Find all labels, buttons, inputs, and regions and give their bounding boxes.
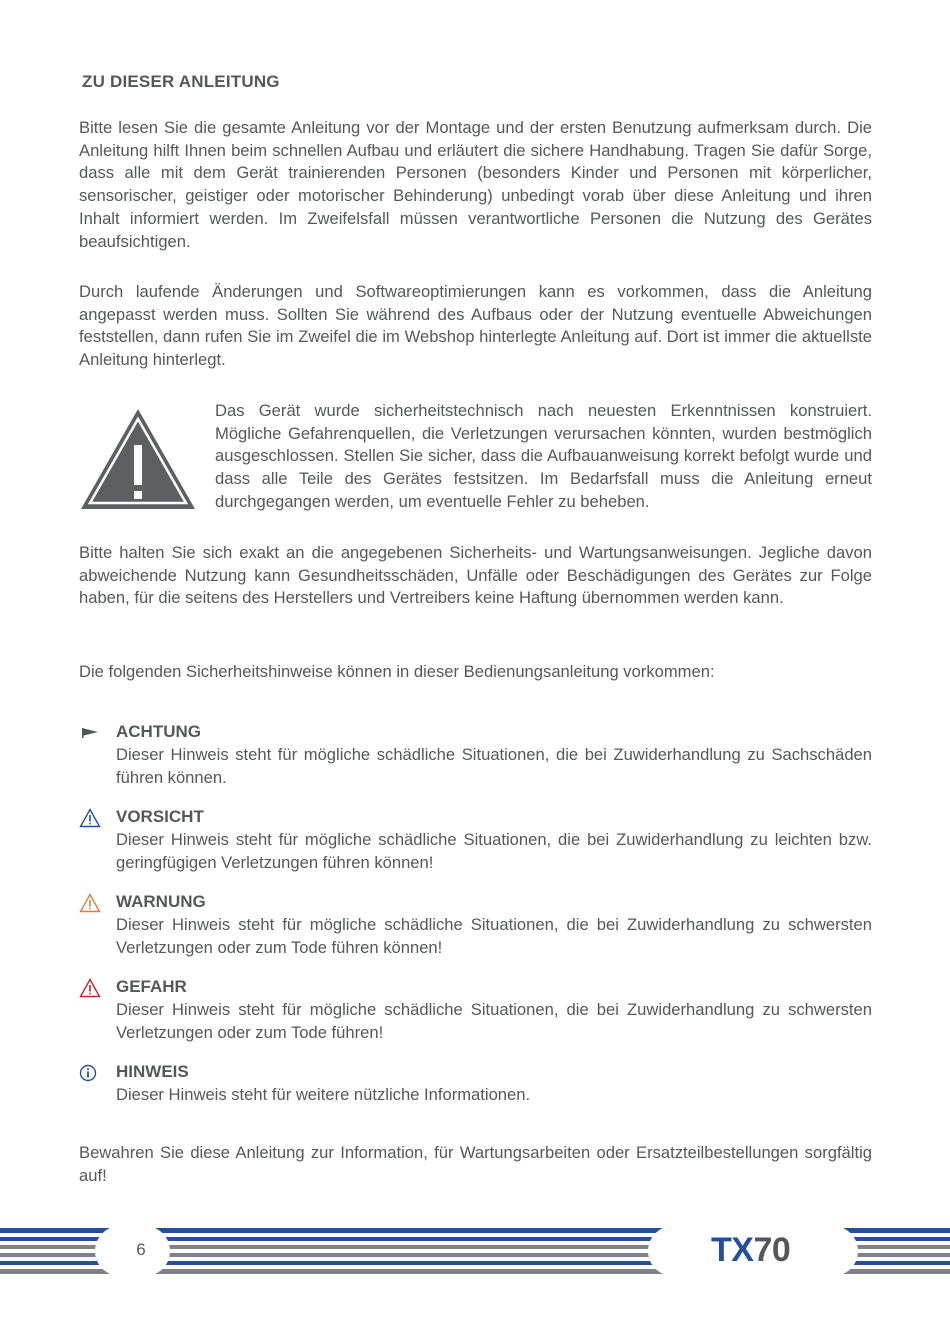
notice-text: Dieser Hinweis steht für weitere nützliche Informationen. <box>116 1085 531 1104</box>
notice-text: Dieser Hinweis steht für mögliche schädliche Situationen, die bei Zuwiderhandlung zu schwersten Verletzungen oder zum Tode führen können! <box>116 915 872 957</box>
warning-triangle-icon <box>79 893 101 913</box>
notice-title: WARNUNG <box>116 892 206 911</box>
notice-text: Dieser Hinweis steht für mögliche schädliche Situationen, die bei Zuwiderhandlung zu leichten bzw. geringfügigen Verletzungen führen können! <box>116 830 872 872</box>
intro-paragraph: Bitte lesen Sie die gesamte Anleitung vor der Montage und der ersten Benutzung aufmerksam durch. Die Anleitung hilft Ihnen beim schnellen Aufbau und erläutert die sichere Handhabung. Tragen Sie dafür Sorge, dass alle mit dem Gerät trainierenden Personen (besonders Kinder und Personen mit körperlicher, sensorischer, geistiger oder motorischer Behinderung) unbedingt vorab über diese Anleitung und ihren Inhalt informiert werden. Im Zweifelsfall müssen verantwortliche Personen die Nutzung des Gerätes beaufsichtigen. <box>79 118 872 251</box>
safety-design-paragraph: Das Gerät wurde sicherheitstechnisch nach neuesten Erkenntnissen konstruiert. Mögliche Gefahrenquellen, die Verletzungen verursachen könnten, wurden bestmöglich ausgeschlossen. Stellen Sie sicher, dass die Aufbauanweisung korrekt befolgt wurde und dass alle Teile des Gerätes festsitzen. Im Bedarfsfall muss die Anleitung erneut durchgegangen werden, um eventuelle Fehler zu beheben. <box>215 401 872 511</box>
caution-triangle-icon <box>79 808 101 828</box>
notice-text: Dieser Hinweis steht für mögliche schädliche Situationen, die bei Zuwiderhandlung zu schwersten Verletzungen oder zum Tode führen! <box>116 1000 872 1042</box>
notice-title: HINWEIS <box>116 1062 189 1081</box>
flag-icon <box>79 723 101 743</box>
danger-triangle-icon <box>79 978 101 998</box>
info-icon <box>79 1063 101 1083</box>
notice-intro-paragraph: Die folgenden Sicherheitshinweise können in dieser Bedienungsanleitung vorkommen: <box>79 662 715 681</box>
notice-text: Dieser Hinweis steht für mögliche schädliche Situationen, die bei Zuwiderhandlung zu Sachschäden führen können. <box>116 745 872 787</box>
page-number: 6 <box>136 1240 146 1259</box>
model-prefix: TX <box>711 1231 754 1269</box>
compliance-paragraph: Bitte halten Sie sich exakt an die angegebenen Sicherheits- und Wartungsanweisungen. Jegliche davon abweichende Nutzung kann Gesundheitsschäden, Unfälle oder Beschädigungen des Gerätes zur Folge haben, für die seitens des Herstellers und Vertreibers keine Haftung übernommen werden kann. <box>79 543 872 608</box>
warning-triangle-icon <box>79 407 197 511</box>
updates-paragraph: Durch laufende Änderungen und Softwareoptimierungen kann es vorkommen, dass die Anleitung angepasst werden muss. Sollten Sie während des Aufbaus oder der Nutzung eventuelle Abweichungen feststellen, dann rufen Sie im Zweifel die im Webshop hinterlegte Anleitung auf. Dort ist immer die aktuellste Anleitung hinterlegt. <box>79 282 872 370</box>
notice-title: ACHTUNG <box>116 722 201 741</box>
notice-title: VORSICHT <box>116 807 204 826</box>
notice-title: GEFAHR <box>116 977 187 996</box>
page-title: ZU DIESER ANLEITUNG <box>82 72 280 91</box>
model-suffix: 70 <box>753 1231 791 1269</box>
keep-manual-paragraph: Bewahren Sie diese Anleitung zur Information, für Wartungsarbeiten oder Ersatzteilbestellungen sorgfältig auf! <box>79 1143 872 1185</box>
model-logo <box>711 1231 790 1270</box>
